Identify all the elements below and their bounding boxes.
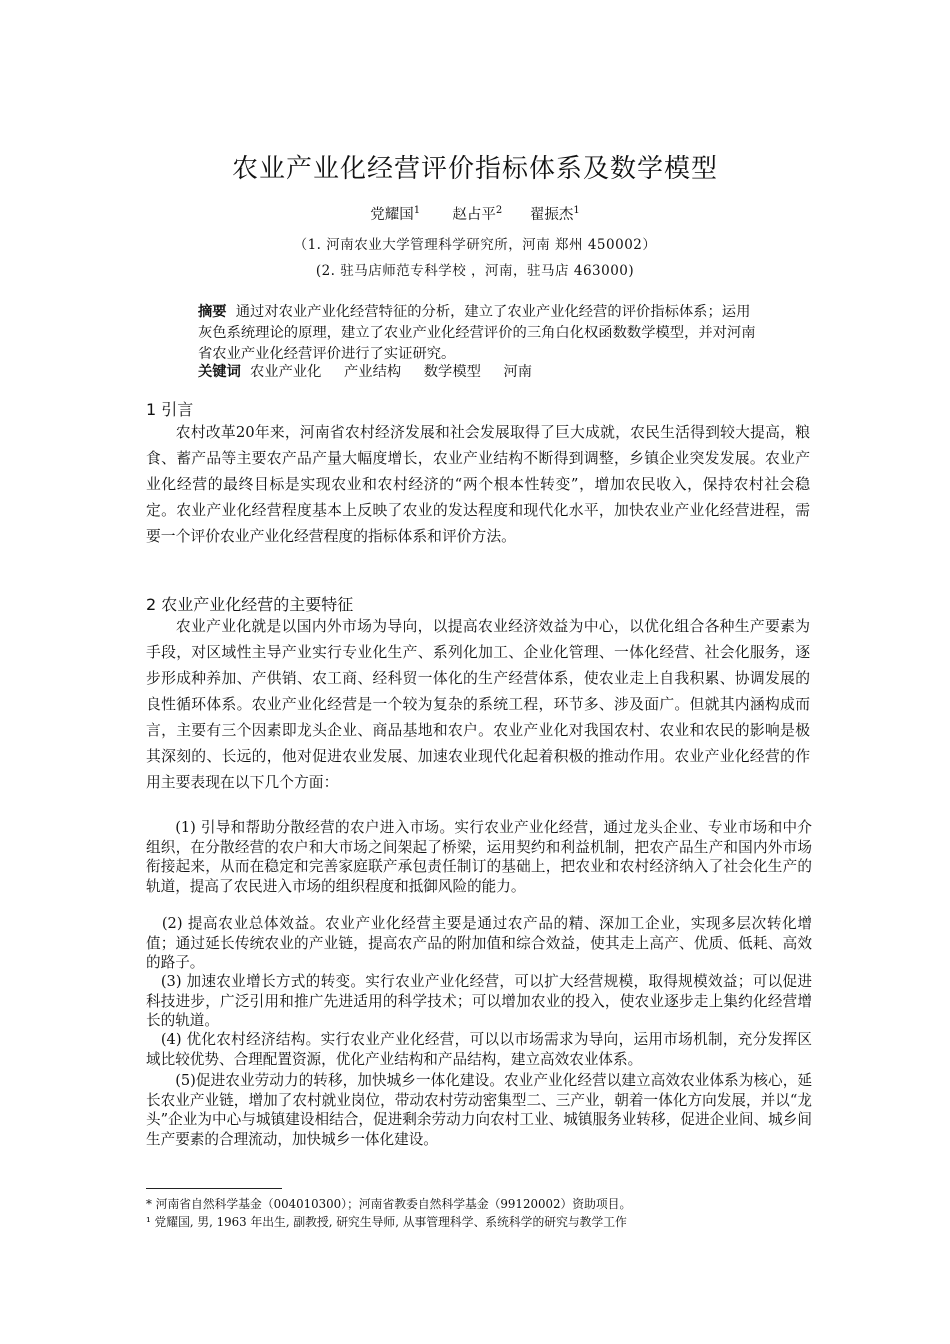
section-heading: 2 农业产业化经营的主要特征 [146, 595, 354, 614]
list-item [146, 972, 812, 1031]
footnote: * 河南省自然科学基金（004010300）；河南省教委自然科学基金（99120002）资助项目。 [146, 1197, 632, 1211]
footnote-divider [146, 1188, 282, 1189]
keywords [198, 361, 758, 381]
affiliation-1: （1. 河南农业大学管理科学研究所，河南 郑州 450002） [293, 237, 657, 253]
author-name: 赵占平 [452, 207, 496, 223]
author-affil-mark: 1 [573, 205, 580, 216]
author-affil-mark: 2 [495, 205, 503, 216]
section-heading: 1 引言 [146, 400, 194, 419]
keyword: 数学模型 [423, 364, 481, 380]
author-line [0, 203, 950, 224]
abstract [198, 302, 758, 365]
footnote: ¹ 党耀国, 男, 1963 年出生, 副教授, 研究生导师, 从事管理科学、系统科学的研究与教学工作 [146, 1215, 627, 1229]
abstract-label: 摘要 [198, 304, 227, 320]
list-item-text: (5)促进农业劳动力的转移，加快城乡一体化建设。农业产业化经营以建立高效农业体系为核心，延长农业产业链，增加了农村就业岗位，带动农村劳动密集型二、三产业，朝着一体化方向发展，并以“龙头”企业为中心与城镇建设相结合，促进剩余劳动力向农村工业、城镇服务业转移，促进企业间、城乡间生产要素的合理流动，加快城乡一体化建设。 [146, 1072, 812, 1148]
keyword: 河南 [503, 364, 533, 380]
list-item-text: (2) 提高农业总体效益。农业产业化经营主要是通过农产品的精、深加工企业，实现多层次转化增值；通过延长传统农业的产业链，提高农产品的附加值和综合效益，使其走上高产、优质、低耗、高效的路子。 [146, 915, 812, 971]
keywords-label: 关键词 [198, 364, 241, 380]
author-name: 党耀国 [370, 207, 414, 223]
section-paragraph [146, 614, 810, 796]
author-name: 翟振杰 [529, 207, 574, 223]
list-item [146, 818, 812, 896]
list-item-text: (1) 引导和帮助分散经营的农户进入市场。实行农业产业化经营，通过龙头企业、专业市场和中介组织，在分散经营的农户和大市场之间架起了桥梁，运用契约和利益机制，把农产品生产和国内外市场衔接起来，从而在稳定和完善家庭联产承包责任制订的基础上，把农业和农村经济纳入了社会化生产的轨道，提高了农民进入市场的组织程度和抵御风险的能力。 [146, 819, 812, 895]
keyword: 农业产业化 [249, 364, 322, 380]
paragraph-text: 农村改革20年来，河南省农村经济发展和社会发展取得了巨大成就，农民生活得到较大提高，粮食、蓄产品等主要农产品产量大幅度增长，农业产业结构不断得到调整，乡镇企业突发发展。农业产业化经营的最终目标是实现农业和农村经济的“两个根本性转变”，增加农民收入，保持农村社会稳定。农业产业化经营程度基本上反映了农业的发达程度和现代化水平，加快农业产业化经营进程，需要一个评价农业产业化经营程度的指标体系和评价方法。 [146, 424, 810, 545]
keyword: 产业结构 [344, 364, 402, 380]
paragraph-text: 农业产业化就是以国内外市场为导向，以提高农业经济效益为中心，以优化组合各种生产要素为手段，对区域性主导产业实行专业化生产、系列化加工、企业化管理、一体化经营、社会化服务，逐步形成种养加、产供销、农工商、经科贸一体化的生产经营体系，使农业走上自我积累、协调发展的良性循环体系。农业产业化经营是一个较为复杂的系统工程，环节多、涉及面广。但就其内涵构成而言，主要有三个因素即龙头企业、商品基地和农户。农业产业化对我国农村、农业和农民的影响是极其深刻的、长远的，他对促进农业发展、加速农业现代化起着积极的推动作用。农业产业化经营的作用主要表现在以下几个方面： [146, 618, 810, 791]
section-paragraph [146, 420, 810, 550]
list-item [146, 1030, 812, 1069]
list-item-text: (4) 优化农村经济结构。实行农业产业化经营，可以以市场需求为导向，运用市场机制，充分发挥区域比较优势、合理配置资源，优化产业结构和产品结构，建立高效农业体系。 [146, 1031, 812, 1068]
list-item [146, 1071, 812, 1149]
author-affil-mark: 1 [413, 205, 421, 216]
abstract-text: 通过对农业产业化经营特征的分析，建立了农业产业化经营的评价指标体系；运用灰色系统理论的原理，建立了农业产业化经营评价的三角白化权函数数学模型，并对河南省农业产业化经营评价进行了实证研究。 [198, 304, 756, 362]
paper-title: 农业产业化经营评价指标体系及数学模型 [231, 154, 718, 184]
affiliation-2: (2. 驻马店师范专科学校 ，河南，驻马店 463000) [315, 263, 635, 279]
list-item [146, 914, 812, 973]
list-item-text: (3) 加速农业增长方式的转变。实行农业产业化经营，可以扩大经营规模，取得规模效益；可以促进科技进步，广泛引用和推广先进适用的科学技术；可以增加农业的投入，使农业逐步走上集约化经营增长的轨道。 [146, 973, 812, 1029]
